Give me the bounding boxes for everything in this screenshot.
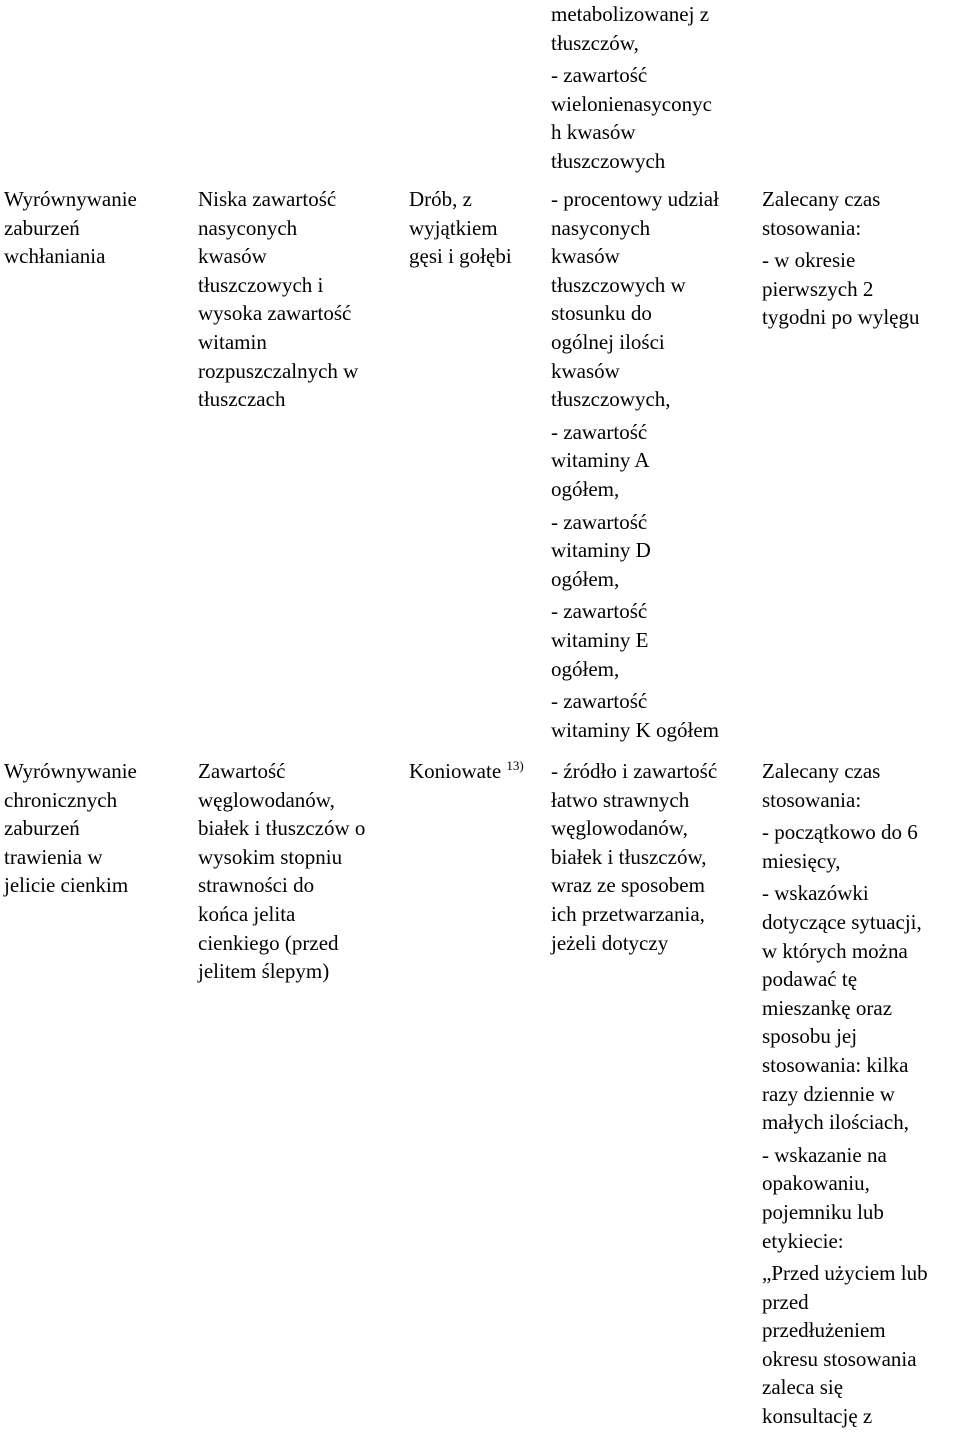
text-line: kwasów	[198, 244, 267, 269]
text-line: jelicie cienkim	[4, 873, 129, 898]
text-line: etykiecie:	[762, 1228, 844, 1253]
text-line: chronicznych	[4, 787, 118, 812]
text-line: stosowania:	[762, 215, 862, 240]
text-line: witaminy K ogółem	[551, 717, 719, 742]
text-line: ogółem,	[551, 566, 620, 591]
species-name: Koniowate	[409, 759, 502, 783]
text-line: Wyrównywanie	[4, 759, 137, 783]
text-line: rozpuszczalnych w	[198, 358, 359, 383]
text-line: jelitem ślepym)	[198, 959, 330, 984]
text-line: trawienia w	[4, 844, 103, 869]
text-line: - początkowo do 6	[762, 820, 918, 845]
text-line: metabolizowanej z	[551, 2, 710, 26]
text-line: tygodni po wylęgu	[762, 305, 920, 330]
text-line: Drób, z	[409, 187, 472, 211]
text-line: dotyczące sytuacji,	[762, 909, 922, 934]
text-line: tłuszczowych,	[551, 387, 671, 412]
text-line: węglowodanów,	[198, 787, 335, 812]
text-line: końca jelita	[198, 901, 296, 926]
text-line: witaminy E	[551, 627, 649, 652]
text-line: białek i tłuszczów o	[198, 816, 366, 841]
text-line: zaburzeń	[4, 215, 80, 240]
text-line: tłuszczach	[198, 387, 286, 412]
text-line: wchłaniania	[4, 244, 106, 269]
text-line: miesięcy,	[762, 848, 841, 873]
text-line: tłuszczowych w	[551, 272, 686, 297]
footnote-marker: 13)	[506, 758, 524, 773]
text-line: - zawartość	[551, 63, 648, 88]
text-line: razy dziennie w	[762, 1081, 895, 1106]
row2-recommended-period	[762, 757, 960, 1431]
text-line: węglowodanów,	[551, 816, 688, 841]
row1-nutritional-purpose	[4, 185, 174, 271]
text-line: wysoka zawartość	[198, 301, 352, 326]
row2-essential-characteristics	[198, 757, 398, 986]
text-line: - procentowy udział	[551, 187, 719, 211]
text-line: zaburzeń	[4, 816, 80, 841]
text-line: nasyconych	[198, 215, 298, 240]
text-line: pierwszych 2	[762, 276, 874, 301]
text-line: wraz ze sposobem	[551, 873, 705, 898]
text-line: - zawartość	[551, 509, 648, 534]
text-line: ich przetwarzania,	[551, 901, 705, 926]
text-line: h kwasów	[551, 120, 636, 145]
text-line: - w okresie	[762, 248, 856, 273]
row2-labelling-declarations	[551, 757, 761, 957]
previous-row-declarations-continuation	[551, 0, 761, 176]
text-line: - zawartość	[551, 599, 648, 624]
text-line: wysokim stopniu	[198, 844, 343, 869]
text-line: ogólnej ilości	[551, 329, 665, 354]
text-line: mieszankę oraz	[762, 995, 893, 1020]
row2-species	[409, 757, 549, 786]
text-line: pojemniku lub	[762, 1199, 884, 1224]
text-line: nasyconych	[551, 215, 651, 240]
text-line: ogółem,	[551, 656, 620, 681]
text-line: podawać tę	[762, 967, 858, 992]
text-line: Zawartość	[198, 759, 286, 783]
text-line: - wskazanie na	[762, 1142, 887, 1167]
text-line: stosunku do	[551, 301, 652, 326]
text-line: gęsi i gołębi	[409, 244, 512, 269]
text-line: sposobu jej	[762, 1024, 858, 1049]
text-line: tłuszczowych i	[198, 272, 324, 297]
text-line: Niska zawartość	[198, 187, 337, 211]
text-line: łatwo strawnych	[551, 787, 690, 812]
text-line: konsultację z	[762, 1404, 873, 1429]
text-line: Zalecany czas	[762, 759, 881, 783]
text-line: cienkiego (przed	[198, 930, 339, 955]
row1-recommended-period	[762, 185, 960, 332]
text-line: opakowaniu,	[762, 1171, 870, 1196]
text-line: zaleca się	[762, 1375, 844, 1400]
text-line: przedłużeniem	[762, 1318, 886, 1343]
text-line: kwasów	[551, 244, 620, 269]
text-line: witaminy D	[551, 538, 651, 563]
text-line	[409, 757, 549, 786]
text-line: - zawartość	[551, 419, 648, 444]
text-line: Wyrównywanie	[4, 187, 137, 211]
text-line: białek i tłuszczów,	[551, 844, 707, 869]
row1-essential-characteristics	[198, 185, 398, 414]
text-line: strawności do	[198, 873, 315, 898]
text-line: wielonienasyconyc	[551, 91, 712, 116]
text-line: ogółem,	[551, 476, 620, 501]
row1-labelling-declarations	[551, 185, 761, 744]
text-line: okresu stosowania	[762, 1346, 917, 1371]
text-line: małych ilościach,	[762, 1110, 909, 1135]
text-line: Zalecany czas	[762, 187, 881, 211]
text-line: tłuszczowych	[551, 148, 666, 173]
text-line: „Przed użyciem lub	[762, 1261, 928, 1286]
text-line: wyjątkiem	[409, 215, 498, 240]
text-line: witaminy A	[551, 448, 650, 473]
row2-nutritional-purpose	[4, 757, 174, 900]
text-line: stosowania: kilka	[762, 1052, 909, 1077]
text-line: witamin	[198, 329, 267, 354]
text-line: tłuszczów,	[551, 30, 639, 55]
text-line: stosowania:	[762, 787, 862, 812]
row1-species	[409, 185, 549, 271]
text-line: - wskazówki	[762, 881, 869, 906]
text-line: w których można	[762, 938, 908, 963]
text-line: - zawartość	[551, 689, 648, 714]
text-line: kwasów	[551, 358, 620, 383]
text-line: przed	[762, 1289, 809, 1314]
text-line: - źródło i zawartość	[551, 759, 718, 783]
text-line: jeżeli dotyczy	[551, 930, 669, 955]
